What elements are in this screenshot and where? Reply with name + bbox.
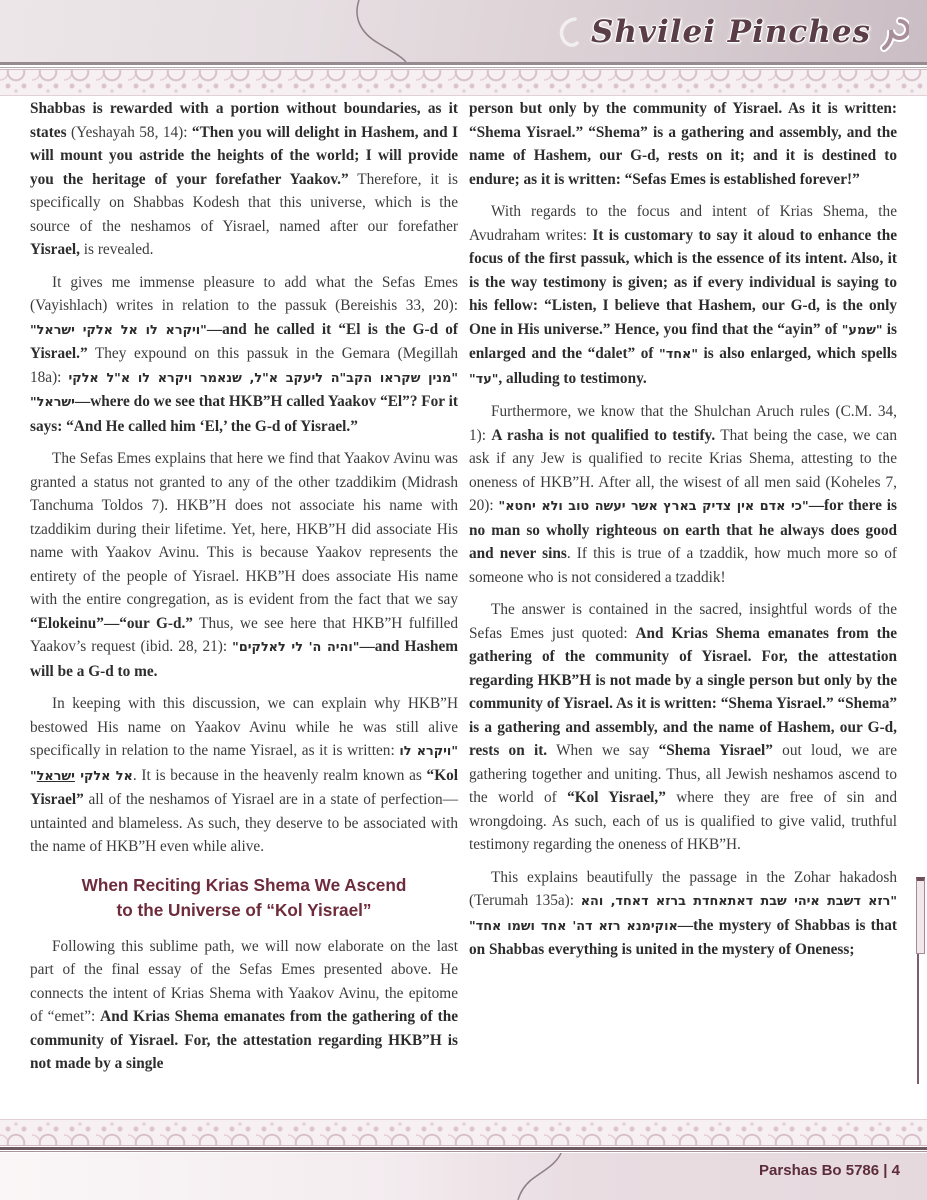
section-heading-line1: When Reciting Krias Shema We Ascend bbox=[81, 874, 407, 895]
header-rule-thick bbox=[0, 62, 927, 65]
paragraph: With regards to the focus and intent of Krias Shema, the Avudraham writes: It is customary to say it aloud to enhance the focus of the first passuk, which is the essence of its intent. Also, it is the way testimony is given; as if every individual is saying to his fellow: “Listen, I believe that Hashem, our G-d, is the only One in His universe.” Hence, you find that the “ayin” of "שמע" is enlarged and the “dalet” of "אחד" is also enlarged, which spells "עד", alluding to testimony. bbox=[469, 203, 897, 387]
paragraph: The answer is contained in the sacred, insightful words of the Sefas Emes just quoted: And Krias Shema emanates from the gathering of the community of Yisrael. For, the attestation regarding HKB”H is not made by a single person but only by the community of Yisrael. As it is written: “Shema Yisrael.” “Shema” is a gathering and assembly, and the name of Hashem, our G-d, rests on it. When we say “Shema Yisrael” out loud, we are gathering together and uniting. Thus, all Jewish neshamos ascend to the world of “Kol Yisrael,” where they are free of sin and wrongdoing. As such, each of us is qualified to give valid, truthful testimony regarding the oneness of HKB”H. bbox=[469, 601, 897, 853]
paragraph: This explains beautifully the passage in the Zohar hakadosh (Terumah 135a): "רזא דשבת איהי שבת דאתאחדת ברזא דאחד, והא אוקימנא רזא דה' אחד ושמו אחד"—the mystery of Shabbas is that on Shabbas everything is united in the mystery of Oneness; bbox=[469, 868, 897, 958]
footer-rule-thin bbox=[0, 1151, 927, 1152]
paragraph: person but only by the community of Yisrael. As it is written: “Shema Yisrael.” “Shema” is a gathering and assembly, and the name of Hashem, our G-d, rests on it; and it is destined to endure; as it is written: “Sefas Emes is established forever!” bbox=[469, 100, 897, 188]
right-column bbox=[469, 97, 897, 1085]
paragraph: Following this sublime path, we will now elaborate on the last part of the final essay of the Sefas Emes presented above. He connects the intent of Krias Shema with Yaakov Avinu, the epitome of “emet”: And Krias Shema emanates from the gathering of the community of Yisrael. For, the attestation regarding HKB”H is not made by a single bbox=[30, 937, 459, 1072]
ornamental-lace-border-bottom bbox=[0, 1119, 927, 1146]
paragraph: It gives me immense pleasure to add what the Sefas Emes (Vayishlach) writes in relation to the passuk (Bereishis 33, 20): "ויקרא לו אל אלקי ישראל"—and he called it “El is the G-d of Yisrael.” They expound on this passuk in the Gemara (Megillah 18a): "מנין שקראו הקב"ה ליעקב א"ל, שנאמר ויקרא לו א"ל אלקי ישראל"—where do we see that HKB”H called Yaakov “El”? For it says: “And He called him ‘El,’ the G-d of Yisrael.” bbox=[30, 273, 459, 435]
page-number-label: Parshas Bo 5786 | 4 bbox=[759, 1162, 900, 1179]
ornamental-lace-border-top bbox=[0, 69, 927, 96]
section-heading bbox=[30, 873, 458, 923]
header-rule-thin bbox=[0, 67, 927, 68]
footer-rule-thick bbox=[0, 1147, 927, 1150]
header-band bbox=[0, 0, 927, 62]
publication-title: Shvilei Pinches bbox=[591, 14, 871, 50]
footer-band bbox=[0, 1153, 927, 1200]
paragraph: The Sefas Emes explains that here we find that Yaakov Avinu was granted a status not granted to any of the other tzaddikim (Midrash Tanchuma Toldos 7). HKB”H does not associate his name with tzaddikim during their lifetime. Yet, here, HKB”H did associate His name with Yaakov Avinu. This is because Yaakov represents the entirety of the people of Yisrael. HKB”H does associate His name with the entire congregation, as is evident from the fact that we say “Elokeinu”—“our G-d.” Thus, we see here that HKB”H fulfilled Yaakov’s request (ibid. 28, 21): "והיה ה' לי לאלקים"—and Hashem will be a G-d to me. bbox=[30, 450, 459, 680]
faint-swirl-icon bbox=[555, 15, 581, 49]
masthead bbox=[555, 6, 909, 58]
paragraph: Shabbas is rewarded with a portion without boundaries, as it states (Yeshayah 58, 14): “Then you will delight in Hashem, and I will mount you astride the heights of the world; I will provide you the heritage of your forefather Yaakov.” Therefore, it is specifically on Shabbas Kodesh that this universe, which is the source of the neshamos of Yisrael, named after our forefather Yisrael, is revealed. bbox=[30, 100, 459, 258]
left-column bbox=[30, 97, 458, 1085]
page-content bbox=[30, 97, 897, 1085]
paragraph: In keeping with this discussion, we can explain why HKB”H bestowed His name on Yaakov Avinu while he was still alive specifically in relation to the name Yisrael, as it is written: "ויקרא לו אל אלקי ישראל" . It is because in the heavenly realm known as “Kol Yisrael” all of the neshamos of Yisrael are in a state of perfection—untainted and blameless. As such, they deserve to be associated with the name of HKB”H even while alive. bbox=[30, 695, 458, 855]
scrollbar-track[interactable] bbox=[916, 877, 925, 954]
scrollbar-thumb[interactable] bbox=[917, 954, 919, 1084]
flourish-swirl-icon bbox=[879, 12, 909, 52]
paragraph: Furthermore, we know that the Shulchan Aruch rules (C.M. 34, 1): A rasha is not qualified to testify. That being the case, we can ask if any Jew is qualified to recite Krias Shema, attesting to the oneness of HKB”H. After all, the wisest of all men said (Koheles 7, 20): "כי אדם אין צדיק בארץ אשר יעשה טוב ולא יחטא"—for there is no man so wholly righteous on earth that he always does good and never sins. If this is true of a tzaddik, how much more so of someone who is not considered a tzaddik! bbox=[469, 403, 897, 586]
section-heading-line2: to the Universe of “Kol Yisrael” bbox=[116, 899, 372, 920]
